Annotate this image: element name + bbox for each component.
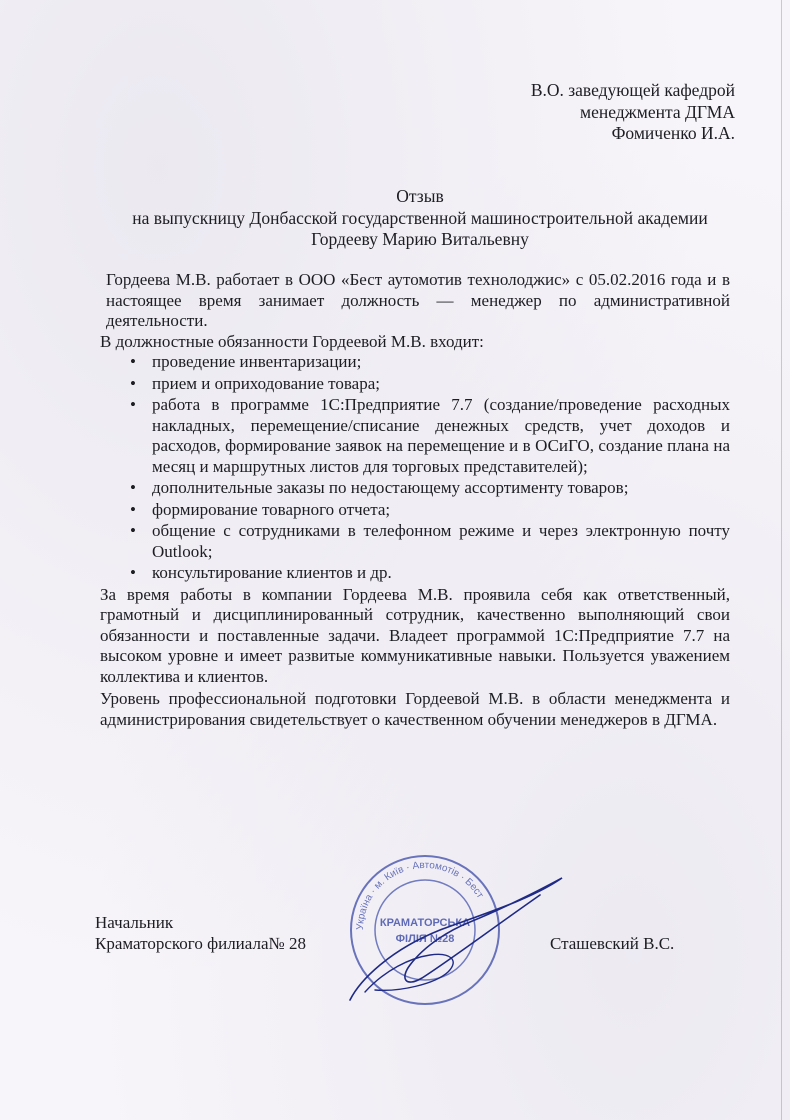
duty-item: • общение с сотрудниками в телефонном режиме и через электронную почту Outlook;: [152, 521, 730, 562]
signatory-role: [95, 912, 306, 954]
duties-list: [100, 352, 730, 584]
heading-subject-line: на выпускницу Донбасской государственной машиностроительной академии: [132, 207, 708, 228]
addressee-line-name: Фомиченко И.А.: [611, 123, 735, 143]
duty-item: • прием и оприходование товара;: [152, 374, 730, 395]
signatory-branch: Краматорского филиала№ 28: [95, 934, 306, 953]
duty-item: • дополнительные заказы по недостающему ассортименту товаров;: [152, 478, 730, 499]
seal-outer-text: Україна · м. Київ · Автомотів · Бест: [354, 859, 486, 931]
paragraph-conclusion: Уровень профессиональной подготовки Гордеевой М.В. в области менеджмента и администрирования свидетельствует о качественном обучении менеджеров в ДГМА.: [100, 689, 730, 729]
document-title: Отзыв: [396, 186, 444, 206]
duties-intro: В должностные обязанности Гордеевой М.В. входит:: [100, 331, 484, 351]
duty-item: • консультирование клиентов и др.: [152, 563, 730, 584]
addressee-block: [395, 80, 735, 145]
document-body: [100, 270, 730, 730]
handwritten-signature: [330, 860, 570, 1010]
signatory-title: Начальник: [95, 913, 174, 932]
paragraph-employment: Гордеева М.В. работает в ООО «Бест аутомотив технолоджис» с 05.02.2016 года и в настоящее время занимает должность — менеджер по административной деятельности.: [106, 270, 730, 330]
scan-edge-line: [781, 0, 782, 1120]
signatory-name: Сташевский В.С.: [550, 934, 675, 953]
document-heading: [100, 186, 740, 251]
duty-item: • работа в программе 1С:Предприятие 7.7 (создание/проведение расходных накладных, перемещение/списание денежных средств, учет доходов и расходов, формирование заявок на перемещение и в ОСиГО, создание плана на месяц и маршрутных листов для торговых представителей);: [152, 395, 730, 477]
seal-center-line-1: КРАМАТОРСЬКА: [379, 917, 471, 929]
paragraph-characteristics: За время работы в компании Гордеева М.В. проявила себя как ответственный, грамотный и дисциплинированный сотрудник, качественно выполняющий свои обязанности и поставленные задачи. Владеет программой 1С:Предприятие 7.7 на высоком уровне и имеет развитые коммуникативные навыки. Пользуется уважением коллектива и клиентов.: [100, 584, 730, 686]
duty-item: • формирование товарного отчета;: [152, 500, 730, 521]
seal-center-line-2: ФІЛІЯ №28: [395, 933, 455, 945]
addressee-line-department: менеджмента ДГМА: [580, 101, 735, 122]
addressee-line-position: В.О. заведующей кафедрой: [530, 80, 735, 100]
heading-person-line: Гордееву Марию Витальевну: [311, 229, 529, 249]
duty-item: • проведение инвентаризации;: [152, 352, 730, 373]
